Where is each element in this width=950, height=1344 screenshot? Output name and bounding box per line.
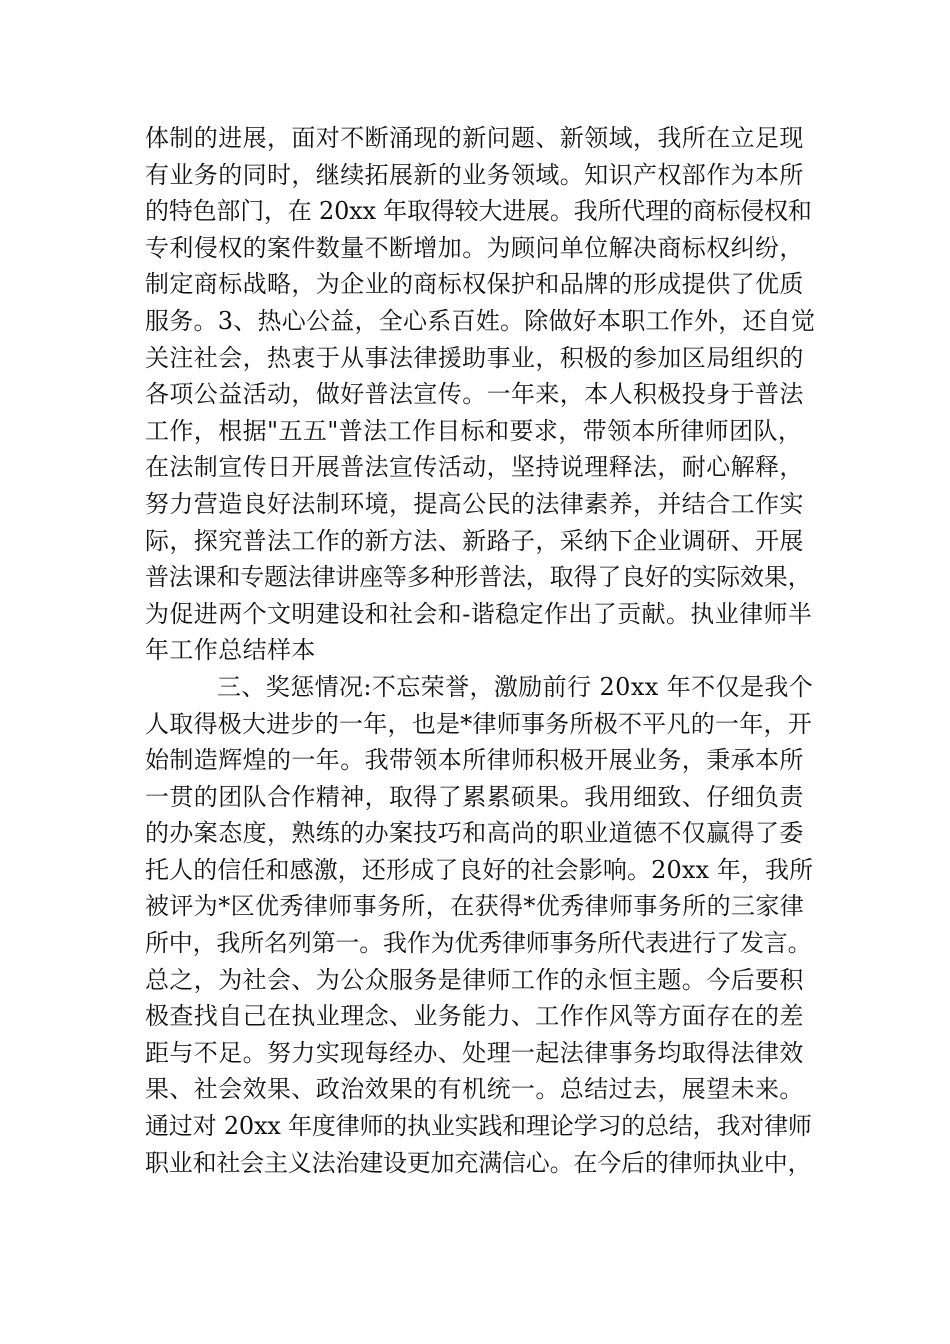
text-line: 关注社会，热衷于从事法律援助事业，积极的参加区局组织的 — [145, 343, 804, 372]
text-line: 职业和社会主义法治建设更加充满信心。在今后的律师执业中， — [145, 1148, 812, 1177]
text-line: 在法制宣传日开展普法宣传活动，坚持说理释法，耐心解释， — [145, 453, 804, 482]
text-line: 工作，根据"五五"普法工作目标和要求，带领本所律师团队， — [145, 416, 803, 445]
text-line: 的特色部门，在 20xx 年取得较大进展。我所代理的商标侵权和 — [145, 197, 812, 226]
text-line: 各项公益活动，做好普法宣传。一年来，本人积极投身于普法 — [145, 380, 804, 409]
text-line: 果、社会效果、政治效果的有机统一。总结过去，展望未来。 — [145, 1075, 804, 1104]
text-line: 有业务的同时，继续拓展新的业务领域。知识产权部作为本所 — [145, 160, 804, 189]
text-line: 所中，我所名列第一。我作为优秀律师事务所代表进行了发言。 — [145, 929, 812, 958]
text-line: 制定商标战略，为企业的商标权保护和品牌的形成提供了优质 — [145, 270, 804, 299]
text-line: 努力营造良好法制环境，提高公民的法律素养，并结合工作实 — [145, 489, 804, 518]
text-line: 总之，为社会、为公众服务是律师工作的永恒主题。今后要积 — [145, 965, 804, 994]
text-line: 通过对 20xx 年度律师的执业实践和理论学习的总结，我对律师 — [145, 1112, 812, 1141]
text-line: 年工作总结样本 — [145, 636, 316, 665]
text-line: 被评为*区优秀律师事务所，在获得*优秀律师事务所的三家律 — [145, 892, 805, 921]
body-text — [145, 120, 815, 1181]
text-line: 专利侵权的案件数量不断增加。为顾问单位解决商标权纠纷， — [145, 233, 804, 262]
section-heading-line: 三、奖惩情况:不忘荣誉，激励前行 20xx 年不仅是我个 — [217, 672, 814, 701]
text-line: 距与不足。努力实现每经办、处理一起法律事务均取得法律效 — [145, 1038, 804, 1067]
text-line: 始制造辉煌的一年。我带领本所律师积极开展业务，秉承本所 — [145, 746, 804, 775]
text-line: 托人的信任和感激，还形成了良好的社会影响。20xx 年，我所 — [145, 855, 814, 884]
text-line: 极查找自己在执业理念、业务能力、工作作风等方面存在的差 — [145, 1002, 804, 1031]
text-line: 普法课和专题法律讲座等多种形普法，取得了良好的实际效果， — [145, 563, 812, 592]
text-line: 体制的进展，面对不断涌现的新问题、新领域，我所在立足现 — [145, 124, 804, 152]
text-line: 为促进两个文明建设和社会和-谐稳定作出了贡献。执业律师半 — [145, 599, 813, 628]
text-line: 人取得极大进步的一年，也是*律师事务所极不平凡的一年，开 — [145, 709, 812, 738]
text-line: 的办案态度，熟练的办案技巧和高尚的职业道德不仅赢得了委 — [145, 819, 804, 848]
text-line: 服务。3、热心公益，全心系百姓。除做好本职工作外，还自觉 — [145, 306, 816, 335]
text-line: 一贯的团队合作精神，取得了累累硕果。我用细致、仔细负责 — [145, 782, 804, 811]
text-line: 际，探究普法工作的新方法、新路子，采纳下企业调研、开展 — [145, 526, 804, 555]
